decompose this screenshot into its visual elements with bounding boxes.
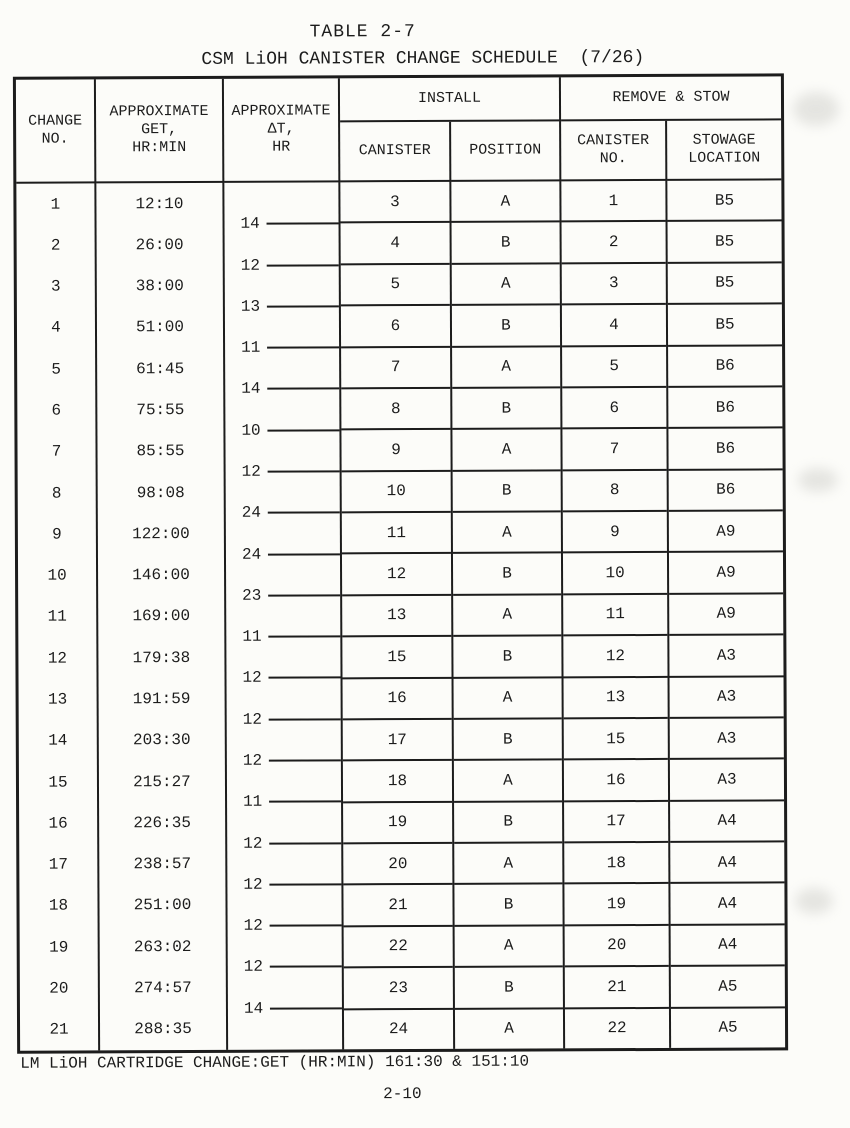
delta-t-value: 14: [240, 214, 260, 234]
delta-t-leader-line: [267, 388, 339, 390]
delta-t-mark: [227, 833, 341, 853]
table-body: [16, 180, 785, 1050]
col-stowage-location-cell: A3: [669, 636, 783, 678]
col-install-canister-cell: 6: [341, 306, 450, 348]
delta-t-value: 12: [243, 958, 264, 977]
col-remove-canister-cell: 15: [564, 719, 668, 761]
delta-t-value: 12: [242, 710, 262, 729]
col-get: [96, 183, 228, 1051]
delta-t-mark: [226, 585, 340, 605]
col-get-cell: 51:00: [135, 318, 185, 337]
col-position-cell: B: [453, 637, 561, 679]
delta-t-mark: [227, 792, 341, 812]
col-stowage-location: [667, 180, 785, 1047]
col-get-cell: 179:38: [132, 648, 191, 667]
delta-t-mark: [225, 337, 339, 357]
delta-t-mark: [228, 915, 342, 935]
col-get-cell: 146:00: [132, 566, 190, 585]
header-approximate-delta-t: APPROXIMATE ΔT, HR: [224, 78, 340, 183]
delta-t-mark: [224, 214, 338, 234]
col-stowage-location-cell: A4: [670, 801, 784, 843]
col-position-cell: A: [452, 264, 560, 306]
col-install-canister-cell: 16: [343, 678, 452, 720]
delta-t-value: 24: [241, 545, 262, 564]
col-position-cell: B: [454, 885, 562, 927]
delta-t-leader-line: [270, 883, 342, 885]
delta-t-mark: [227, 874, 341, 894]
delta-t-value: 11: [241, 338, 261, 357]
col-remove-canister-cell: 6: [562, 388, 666, 430]
delta-t-leader-line: [269, 759, 341, 761]
col-remove-canister-cell: 19: [564, 884, 668, 926]
table-header: [16, 76, 781, 183]
col-stowage-location-cell: A9: [669, 511, 783, 553]
delta-t-leader-line: [268, 429, 340, 431]
col-position-cell: A: [453, 512, 561, 554]
delta-t-leader-line: [268, 594, 340, 596]
col-get-cell: 251:00: [133, 896, 192, 915]
header-remove-stow-group: REMOVE & STOW: [561, 76, 781, 121]
col-install-canister-cell: 17: [343, 720, 452, 762]
delta-t-leader-line: [267, 264, 339, 266]
col-get-cell: 61:45: [136, 359, 185, 379]
delta-t-value: 12: [243, 875, 263, 894]
col-stowage-location-cell: B6: [669, 470, 783, 512]
col-stowage-location-cell: B6: [668, 346, 782, 388]
col-remove-canister-cell: 3: [562, 264, 666, 306]
col-change-no-cell: 10: [47, 566, 67, 585]
delta-t-value: 12: [242, 751, 263, 770]
col-get-cell: 203:30: [132, 731, 191, 750]
page-subtitle: CSM LiOH CANISTER CHANGE SCHEDULE (7/26): [201, 48, 645, 70]
delta-t-mark: [228, 957, 342, 977]
col-position-cell: A: [454, 678, 562, 720]
col-install-canister-cell: 8: [341, 389, 450, 431]
delta-t-mark: [226, 668, 340, 688]
header-install-group: INSTALL: [340, 77, 561, 122]
col-change-no-cell: 9: [52, 525, 62, 544]
col-get-cell: 98:08: [136, 483, 185, 502]
col-get-cell: 238:57: [133, 855, 192, 874]
header-approximate-get: APPROXIMATE GET, HR:MIN: [96, 79, 224, 184]
col-get-cell: 85:55: [136, 442, 185, 461]
delta-t-leader-line: [270, 966, 342, 968]
col-get-cell: 38:00: [135, 277, 184, 296]
col-position-cell: B: [455, 968, 563, 1010]
header-change-no: CHANGE NO.: [16, 79, 96, 183]
col-stowage-location-cell: A5: [718, 1018, 738, 1037]
col-get-cell: 226:35: [133, 813, 191, 833]
col-get-cell: 12:10: [135, 194, 184, 213]
delta-t-value: 24: [241, 503, 262, 523]
col-position-cell: A: [453, 595, 561, 637]
col-change-no-cell: 3: [50, 277, 61, 296]
col-change-no: [16, 183, 100, 1050]
col-install-canister-cell: 19: [343, 802, 452, 844]
col-position-cell: B: [452, 306, 560, 348]
col-position-cell: B: [453, 554, 561, 596]
col-change-no-cell: 14: [48, 731, 68, 750]
col-position-cell: B: [454, 802, 562, 844]
col-change-no-cell: 6: [51, 401, 62, 420]
col-stowage-location-cell: B5: [668, 305, 782, 347]
col-install-canister-cell: 7: [341, 347, 450, 389]
lm-lioh-footnote: LM LiOH CARTRIDGE CHANGE:GET (HR:MIN) 161:30 & 151:10: [20, 1052, 530, 1073]
col-install-canister-cell: 12: [342, 554, 451, 596]
col-position-cell: B: [454, 719, 562, 761]
delta-t-mark: [227, 709, 341, 729]
col-remove-canister-cell: 18: [564, 843, 668, 885]
header-install-position: POSITION: [451, 121, 561, 181]
col-install-canister-cell: 22: [344, 927, 453, 969]
col-remove-canister-cell: 17: [564, 802, 668, 844]
col-stowage-location-cell: A9: [669, 553, 783, 595]
col-install-canister-cell: 5: [341, 265, 450, 307]
col-remove-canister-cell: 10: [563, 553, 667, 595]
col-change-no-cell: 20: [49, 979, 69, 998]
col-get-cell: 26:00: [135, 235, 184, 255]
delta-t-mark: [225, 255, 339, 275]
col-stowage-location-cell: B6: [668, 387, 782, 429]
col-install-canister-cell: 4: [341, 223, 450, 265]
delta-t-value: 23: [242, 586, 262, 605]
col-remove-canister-cell: 5: [562, 346, 666, 388]
col-change-no-cell: 21: [49, 1020, 69, 1039]
col-get-cell: 191:59: [132, 690, 191, 709]
delta-t-value: 12: [240, 256, 260, 275]
col-get-cell: 263:02: [133, 937, 192, 956]
col-remove-canister-cell: 1: [561, 181, 665, 223]
delta-t-mark: [226, 544, 340, 564]
delta-t-value: 10: [241, 421, 261, 440]
delta-t-leader-line: [269, 677, 341, 679]
col-remove-canister: [561, 181, 671, 1048]
delta-t-leader-line: [270, 1007, 342, 1009]
col-position-cell: A: [454, 843, 562, 885]
col-position-cell: B: [453, 471, 561, 513]
delta-t-mark: [226, 503, 340, 523]
delta-t-leader-line: [268, 553, 340, 555]
col-position-cell: A: [451, 181, 559, 223]
col-remove-canister-cell: 9: [563, 512, 667, 554]
col-stowage-location-cell: A4: [671, 925, 785, 967]
delta-t-value: 14: [243, 999, 264, 1018]
col-remove-canister-cell: 16: [564, 760, 668, 802]
col-remove-canister-cell: 2: [562, 222, 666, 264]
delta-t-leader-line: [269, 635, 341, 637]
delta-t-value: 12: [241, 462, 261, 481]
delta-t-leader-line: [267, 305, 339, 307]
header-stowage-location: STOWAGE LOCATION: [667, 120, 781, 180]
col-install-canister-cell: 20: [343, 844, 452, 886]
col-get-cell: 274:57: [134, 978, 192, 998]
col-stowage-location-cell: B6: [668, 429, 782, 471]
col-position-cell: A: [452, 430, 560, 472]
col-stowage-location-cell: A3: [670, 677, 784, 719]
delta-t-value: 12: [243, 834, 263, 853]
col-remove-canister-cell: 7: [562, 429, 666, 471]
delta-t-value: 11: [242, 627, 262, 646]
delta-t-mark: [228, 998, 342, 1018]
delta-t-mark: [225, 420, 339, 440]
col-remove-canister-cell: 4: [562, 305, 666, 347]
col-change-no-cell: 2: [50, 236, 61, 255]
col-stowage-location-cell: A5: [671, 967, 785, 1009]
col-position-cell: A: [452, 347, 560, 389]
col-install-canister-cell: 18: [343, 761, 452, 803]
header-install-canister: CANISTER: [340, 122, 451, 182]
col-install-canister-cell: 9: [341, 430, 450, 472]
col-get-cell: 288:35: [134, 1020, 192, 1039]
col-install-canister-cell: 21: [343, 885, 452, 927]
col-position-cell: A: [454, 761, 562, 803]
col-install-canister-cell: 23: [344, 968, 453, 1010]
col-change-no-cell: 4: [51, 319, 61, 338]
col-change-no-cell: 19: [49, 938, 69, 957]
page-title: TABLE 2-7: [309, 22, 416, 43]
header-remove-canister-no: CANISTER NO.: [561, 121, 667, 181]
delta-t-value: 11: [243, 792, 263, 812]
col-install-canister-cell: 3: [340, 182, 449, 224]
col-stowage-location-cell: B5: [668, 263, 782, 305]
col-install-canister: [340, 182, 455, 1049]
col-change-no-cell: 15: [48, 773, 68, 792]
col-remove-canister-cell: 11: [563, 595, 667, 637]
delta-t-value: 13: [240, 297, 261, 316]
col-position: [451, 181, 565, 1048]
col-remove-canister-cell: 20: [565, 926, 669, 968]
col-get-cell: 169:00: [132, 607, 191, 626]
delta-t-leader-line: [269, 718, 341, 720]
page-number: 2-10: [383, 1084, 422, 1104]
col-change-no-cell: 11: [47, 607, 67, 627]
col-change-no-cell: 16: [48, 814, 68, 833]
delta-t-mark: [225, 379, 339, 399]
col-position-cell: A: [504, 1019, 514, 1038]
col-install-canister-cell: 15: [342, 637, 451, 679]
delta-t-value: 12: [243, 916, 263, 935]
delta-t-leader-line: [268, 470, 340, 472]
delta-t-value: 12: [242, 669, 262, 688]
delta-t-mark: [227, 750, 341, 770]
col-get-cell: 215:27: [133, 772, 191, 791]
col-get-cell: 122:00: [132, 524, 190, 544]
delta-t-mark: [225, 296, 339, 316]
col-position-cell: B: [452, 388, 560, 430]
col-install-canister-cell: 24: [388, 1020, 409, 1039]
col-change-no-cell: 17: [48, 855, 68, 874]
col-delta-t: [224, 182, 344, 1049]
delta-t-leader-line: [268, 512, 340, 514]
col-get-cell: 75:55: [136, 401, 185, 420]
delta-t-mark: [226, 461, 340, 481]
delta-t-mark: [226, 626, 340, 646]
delta-t-value: 14: [241, 380, 261, 399]
delta-t-leader-line: [270, 924, 342, 926]
col-change-no-cell: 5: [51, 360, 62, 379]
col-remove-canister-cell: 22: [607, 1019, 627, 1038]
col-install-canister-cell: 10: [342, 471, 451, 513]
delta-t-leader-line: [269, 801, 341, 803]
delta-t-leader-line: [269, 842, 341, 844]
schedule-table: [13, 73, 788, 1053]
col-position-cell: A: [455, 926, 563, 968]
col-stowage-location-cell: A3: [670, 718, 784, 760]
col-install-canister-cell: 11: [342, 513, 451, 555]
col-change-no-cell: 7: [51, 442, 62, 461]
col-position-cell: B: [452, 223, 560, 265]
col-change-no-cell: 18: [48, 896, 69, 916]
col-remove-canister-cell: 21: [565, 967, 669, 1009]
col-stowage-location-cell: B5: [667, 180, 781, 222]
col-install-canister-cell: 13: [342, 596, 451, 638]
col-remove-canister-cell: 8: [563, 471, 667, 513]
delta-t-leader-line: [267, 223, 339, 225]
col-stowage-location-cell: A4: [670, 884, 784, 926]
col-stowage-location-cell: A4: [670, 842, 784, 884]
col-stowage-location-cell: A3: [670, 760, 784, 802]
col-change-no-cell: 12: [47, 649, 68, 668]
col-stowage-location-cell: B5: [668, 222, 782, 264]
col-change-no-cell: 1: [50, 195, 61, 214]
col-remove-canister-cell: 13: [564, 677, 668, 719]
delta-t-leader-line: [267, 346, 339, 348]
col-stowage-location-cell: A9: [669, 594, 783, 636]
col-change-no-cell: 8: [51, 484, 62, 503]
col-remove-canister-cell: 12: [563, 636, 667, 678]
col-change-no-cell: 13: [47, 690, 68, 709]
